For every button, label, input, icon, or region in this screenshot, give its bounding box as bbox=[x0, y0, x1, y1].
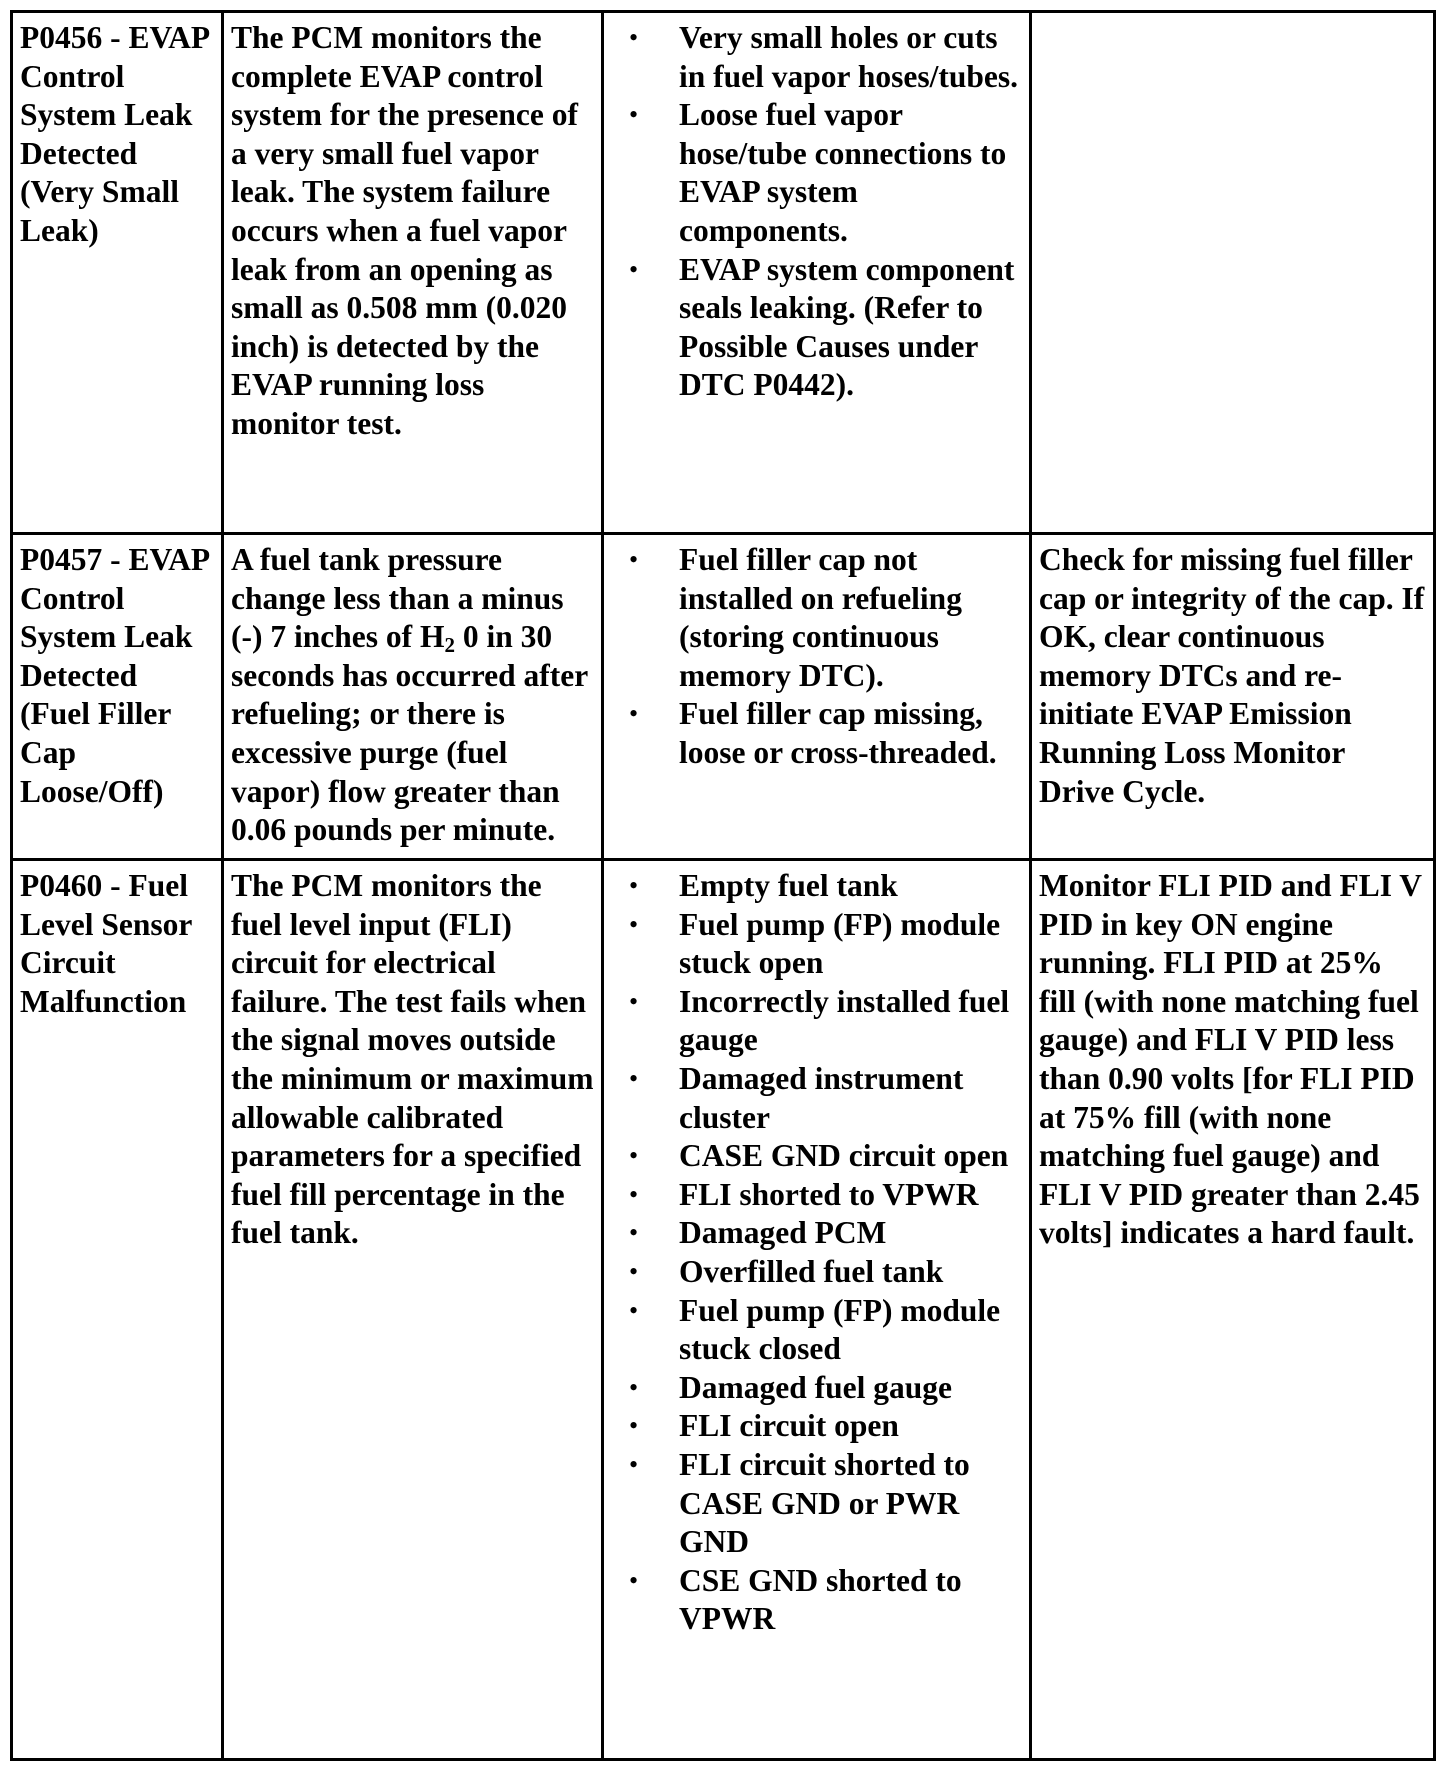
causes-list bbox=[611, 19, 1022, 405]
list-item: • Damaged instrument cluster bbox=[679, 1060, 1022, 1137]
list-item: • Fuel pump (FP) module stuck closed bbox=[679, 1292, 1022, 1369]
possible-causes-cell bbox=[603, 860, 1031, 1760]
list-item: • FLI circuit open bbox=[679, 1407, 1022, 1446]
list-item: • Incorrectly installed fuel gauge bbox=[679, 983, 1022, 1060]
list-item: • Loose fuel vapor hose/tube connections to EVAP system components. bbox=[679, 96, 1022, 250]
dtc-table bbox=[10, 10, 1436, 1761]
dtc-code-cell: P0457 - EVAP Control System Leak Detected (Fuel Filler Cap Loose/Off) bbox=[12, 534, 223, 860]
list-item: • Damaged fuel gauge bbox=[679, 1369, 1022, 1408]
description-cell bbox=[223, 534, 603, 860]
diagnostic-action-cell bbox=[1031, 12, 1435, 534]
list-item: • Fuel filler cap missing, loose or cross-threaded. bbox=[679, 695, 1022, 772]
subscript-text: 2 bbox=[444, 633, 455, 658]
causes-list bbox=[611, 541, 1022, 773]
list-item: • FLI shorted to VPWR bbox=[679, 1176, 1022, 1215]
possible-causes-cell bbox=[603, 12, 1031, 534]
list-item: • Overfilled fuel tank bbox=[679, 1253, 1022, 1292]
diagnostic-action-cell: Monitor FLI PID and FLI V PID in key ON engine running. FLI PID at 25% fill (with none matching fuel gauge) and FLI V PID less than 0.90 volts [for FLI PID at 75% fill (with none matching fuel gauge) and FLI V PID greater than 2.45 volts] indicates a hard fault. bbox=[1031, 860, 1435, 1760]
dtc-code-cell: P0460 - Fuel Level Sensor Circuit Malfunction bbox=[12, 860, 223, 1760]
description-text: 0 in 30 seconds has occurred after refueling; or there is excessive purge (fuel vapor) flow greater than 0.06 pounds per minute. bbox=[231, 619, 588, 848]
list-item: • CSE GND shorted to VPWR bbox=[679, 1562, 1022, 1639]
causes-list bbox=[611, 867, 1022, 1639]
description-cell: The PCM monitors the fuel level input (FLI) circuit for electrical failure. The test fails when the signal moves outside the minimum or maximum allowable calibrated parameters for a specified fuel fill percentage in the fuel tank. bbox=[223, 860, 603, 1760]
list-item: • CASE GND circuit open bbox=[679, 1137, 1022, 1176]
description-cell: The PCM monitors the complete EVAP control system for the presence of a very small fuel vapor leak. The system failure occurs when a fuel vapor leak from an opening as small as 0.508 mm (0.020 inch) is detected by the EVAP running loss monitor test. bbox=[223, 12, 603, 534]
list-item: • Very small holes or cuts in fuel vapor hoses/tubes. bbox=[679, 19, 1022, 96]
table-row bbox=[12, 860, 1435, 1760]
table-row bbox=[12, 534, 1435, 860]
table-row bbox=[12, 12, 1435, 534]
list-item: • EVAP system component seals leaking. (Refer to Possible Causes under DTC P0442). bbox=[679, 251, 1022, 405]
diagnostic-action-cell: Check for missing fuel filler cap or integrity of the cap. If OK, clear continuous memory DTCs and re-initiate EVAP Emission Running Loss Monitor Drive Cycle. bbox=[1031, 534, 1435, 860]
list-item: • Fuel filler cap not installed on refueling (storing continuous memory DTC). bbox=[679, 541, 1022, 695]
list-item: • Empty fuel tank bbox=[679, 867, 1022, 906]
list-item: • Damaged PCM bbox=[679, 1214, 1022, 1253]
possible-causes-cell bbox=[603, 534, 1031, 860]
list-item: • FLI circuit shorted to CASE GND or PWR GND bbox=[679, 1446, 1022, 1562]
dtc-code-cell: P0456 - EVAP Control System Leak Detected (Very Small Leak) bbox=[12, 12, 223, 534]
list-item: • Fuel pump (FP) module stuck open bbox=[679, 906, 1022, 983]
description-text: A fuel tank pressure change less than a minus (-) 7 inches of H bbox=[231, 542, 564, 655]
